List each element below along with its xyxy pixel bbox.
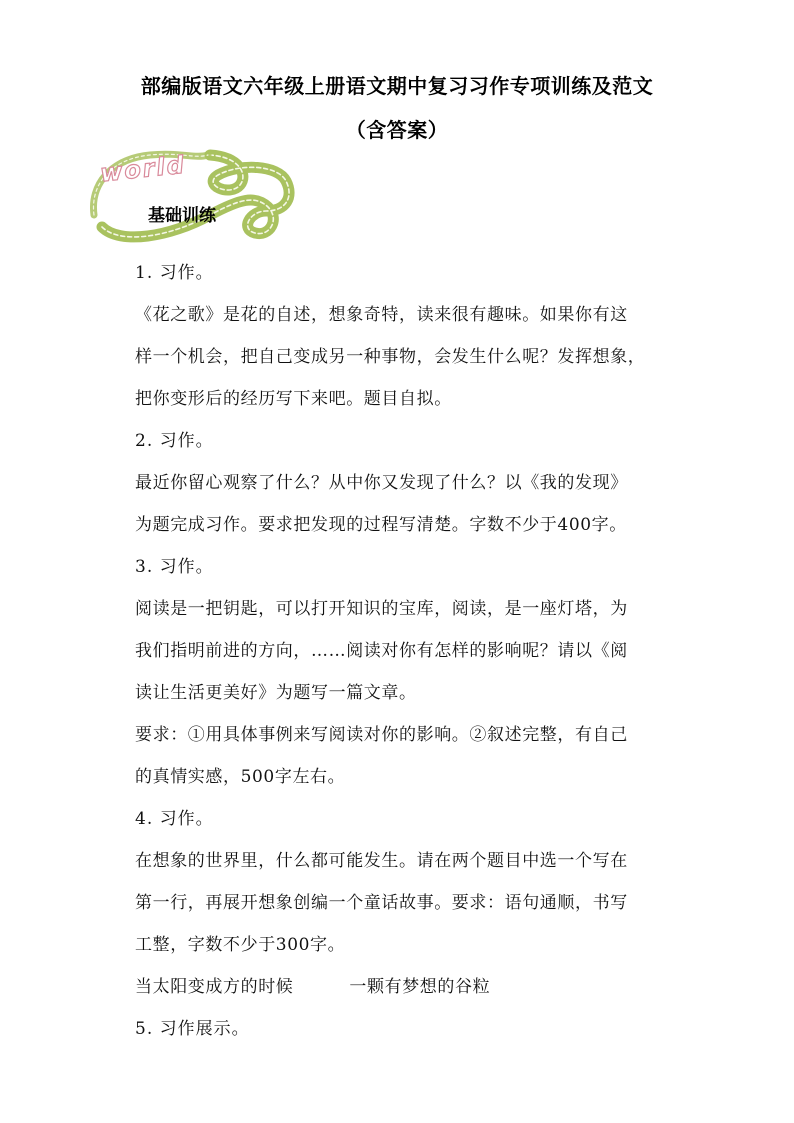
question-heading: 2. 习作。 xyxy=(135,431,214,451)
question-text-line: 样一个机会，把自己变成另一种事物，会发生什么呢？发挥想象， xyxy=(135,347,646,367)
banner-word-logo: world xyxy=(98,150,188,188)
question-text-line: 《花之歌》是花的自述，想象奇特，读来很有趣味。如果你有这 xyxy=(135,305,628,325)
question-text-line: 在想象的世界里，什么都可能发生。请在两个题目中选一个写在 xyxy=(135,851,628,871)
question-text-line: 最近你留心观察了什么？从中你又发现了什么？以《我的发现》 xyxy=(135,473,628,493)
document-body xyxy=(135,252,665,1050)
question-text-line: 工整，字数不少于300字。 xyxy=(135,935,346,955)
question-text-line: 阅读是一把钥匙，可以打开知识的宝库，阅读，是一座灯塔，为 xyxy=(135,599,628,619)
question-text-line: 为题完成习作。要求把发现的过程写清楚。字数不少于400字。 xyxy=(135,515,627,535)
question-text-line: 把你变形后的经历写下来吧。题目自拟。 xyxy=(135,389,452,409)
document-subtitle: （含答案） xyxy=(345,118,449,142)
document-title: 部编版语文六年级上册语文期中复习习作专项训练及范文 xyxy=(140,74,654,98)
question-text-line: 读让生活更美好》为题写一篇文章。 xyxy=(135,683,417,703)
topic-options-line xyxy=(135,966,665,1008)
question-heading: 1. 习作。 xyxy=(135,263,214,283)
question-heading: 4. 习作。 xyxy=(135,809,214,829)
question-requirement-line: 的真情实感，500字左右。 xyxy=(135,767,346,787)
question-text-line: 第一行，再展开想象创编一个童话故事。要求：语句通顺，书写 xyxy=(135,893,628,913)
topic-option: 当太阳变成方的时候 xyxy=(135,977,294,997)
topic-option: 一颗有梦想的谷粒 xyxy=(349,977,491,997)
question-heading: 5. 习作展示。 xyxy=(135,1019,250,1039)
question-heading: 3. 习作。 xyxy=(135,557,214,577)
question-text-line: 我们指明前进的方向，……阅读对你有怎样的影响呢？请以《阅 xyxy=(135,641,628,661)
section-heading: 基础训练 xyxy=(148,206,216,226)
question-requirement-line: 要求：①用具体事例来写阅读对你的影响。②叙述完整，有自己 xyxy=(135,725,628,745)
section-banner xyxy=(90,145,305,255)
